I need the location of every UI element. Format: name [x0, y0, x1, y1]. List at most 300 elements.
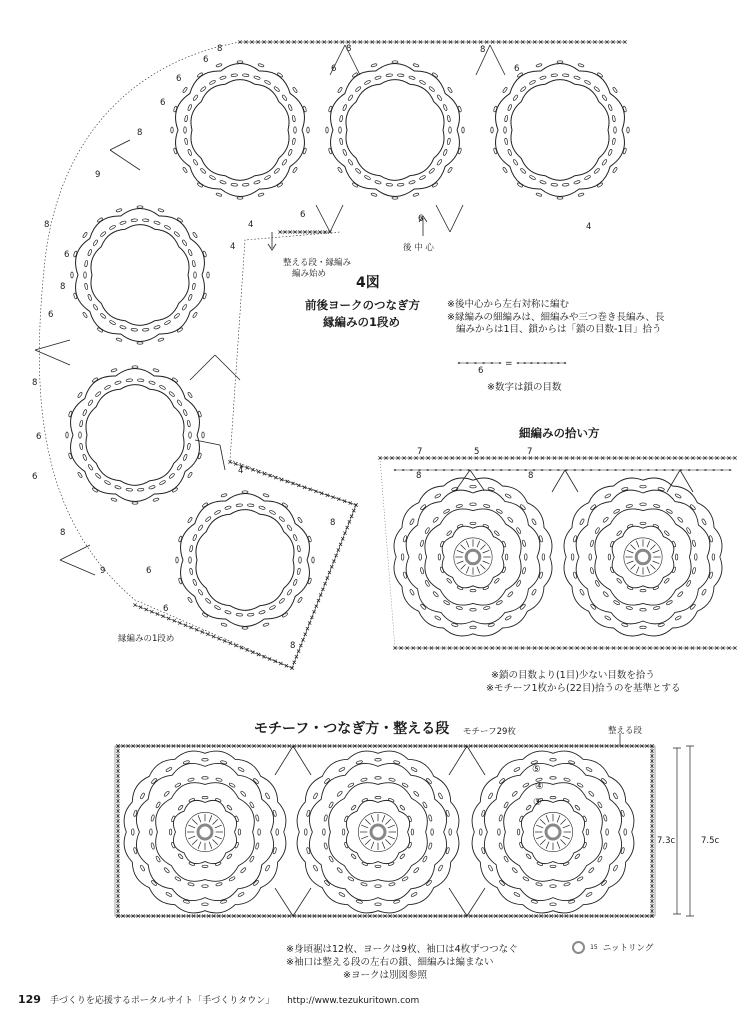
- motif-stitch: [182, 304, 188, 311]
- motif-stitch: [265, 865, 270, 872]
- stitch-tick: [365, 840, 370, 845]
- stitch-tick: [466, 567, 469, 574]
- motif-stitch: [420, 567, 424, 574]
- motif-stitch: [154, 220, 161, 224]
- single-crochet-mark: [286, 480, 289, 483]
- chain-stitch-mark: [688, 469, 691, 471]
- motif-outer-scallop: [496, 64, 625, 197]
- motif-stitch: [184, 115, 188, 122]
- chain-count: 4: [230, 242, 236, 252]
- stitch-tick: [631, 545, 636, 550]
- stitch-tick: [461, 545, 466, 550]
- single-crochet-mark: [301, 638, 304, 641]
- motif-round-2: [173, 800, 236, 863]
- motif-stitch: [440, 567, 445, 573]
- motif-stitch: [104, 480, 111, 485]
- motif-stitch: [221, 623, 227, 627]
- knit-ring-icon: [572, 941, 585, 954]
- treble-stitch: [110, 150, 140, 170]
- motif-stitch: [579, 589, 584, 596]
- motif-stitch: [226, 805, 232, 811]
- chain-stitch-mark: [574, 469, 577, 471]
- stitch-tick: [382, 815, 385, 822]
- stitch-tick: [371, 842, 374, 849]
- stitch-tick: [561, 840, 566, 845]
- motif-stitch: [240, 791, 246, 797]
- dimension-outer: 7.5c: [701, 836, 720, 846]
- motif-stitch: [215, 862, 221, 867]
- motif-round-2: [612, 526, 674, 588]
- motif-stitch: [494, 578, 500, 584]
- motif-inner-ring: [511, 80, 609, 181]
- motif-stitch: [584, 175, 591, 180]
- motif-stitch: [214, 605, 221, 610]
- motif-stitch: [202, 777, 208, 780]
- motif-stitch: [502, 87, 507, 93]
- motif-stitch: [205, 598, 211, 604]
- motif-stitch: [375, 180, 382, 184]
- motif-stitch: [513, 159, 519, 166]
- single-crochet-mark: [308, 621, 311, 624]
- motif-stitch: [447, 115, 451, 122]
- single-crochet-mark: [178, 621, 181, 624]
- motif-stitch: [231, 183, 238, 186]
- motif-stitch: [265, 792, 270, 799]
- motif-stitch: [215, 798, 221, 803]
- motif-stitch: [613, 865, 618, 872]
- yoke-note-1: ※後中心から左右対称に編む: [447, 299, 569, 310]
- single-crochet-mark: [133, 603, 136, 606]
- single-crochet-mark: [251, 651, 254, 654]
- motif-stitch: [187, 149, 192, 156]
- motif-stitch: [434, 615, 441, 620]
- motif-stitch: [550, 759, 556, 762]
- chain-stitch-mark: [557, 469, 560, 471]
- single-crochet-mark: [352, 509, 355, 512]
- motif-outer-scallop: [176, 64, 305, 197]
- motif-stitch: [653, 504, 660, 508]
- motif-stitch: [104, 385, 111, 390]
- motif-stitch: [187, 443, 191, 450]
- stitch-tick: [650, 545, 655, 550]
- motif-stitch: [606, 829, 609, 835]
- single-crochet-mark: [314, 490, 317, 493]
- motif-stitch: [470, 589, 476, 591]
- single-crochet-mark: [263, 472, 266, 475]
- single-crochet-mark: [293, 661, 296, 664]
- treble-stitch: [35, 340, 70, 350]
- motif-stitch: [362, 862, 368, 867]
- motif-stitch: [397, 183, 404, 186]
- motif-stitch: [82, 454, 87, 461]
- motif-stitch: [502, 567, 507, 573]
- chain-stitch-mark: [598, 469, 601, 471]
- motif-stitch: [550, 903, 556, 906]
- motif-stitch: [498, 829, 501, 835]
- motif-stitch: [675, 554, 677, 560]
- motif-stitch: [491, 127, 493, 133]
- single-crochet-mark: [350, 515, 353, 518]
- motif-stitch: [225, 505, 232, 509]
- motif-stitch: [323, 829, 326, 835]
- motif-stitch: [512, 791, 518, 797]
- motif-stitch: [520, 86, 526, 92]
- motif-stitch: [209, 80, 216, 85]
- motif-stitch: [164, 320, 171, 325]
- chain-stitch-mark: [426, 469, 429, 471]
- motif-stitch: [171, 842, 176, 848]
- motif-stitch: [238, 892, 245, 897]
- motif-stitch: [616, 530, 622, 536]
- motif-stitch: [93, 304, 99, 311]
- treble-stitch: [220, 445, 225, 470]
- motif-stitch: [165, 767, 172, 772]
- motif-stitch: [355, 86, 361, 92]
- motif-note-3: ※ヨークは別図参照: [343, 970, 427, 981]
- motif-inner-ring: [86, 385, 184, 486]
- motif-stitch: [540, 180, 547, 184]
- motif-stitch: [428, 815, 432, 822]
- motif-stitch: [389, 882, 396, 886]
- motif-stitch: [419, 80, 426, 85]
- treble-stitch: [190, 355, 215, 380]
- stitch-tick: [188, 825, 195, 828]
- stitch-tick: [388, 836, 395, 839]
- treble-stitch: [449, 888, 467, 916]
- motif-stitch: [214, 510, 221, 515]
- stitch-tick: [483, 561, 490, 564]
- single-crochet-mark: [156, 612, 159, 615]
- motif-stitch: [392, 197, 398, 199]
- single-crochet-mark: [161, 615, 164, 618]
- treble-stitch: [35, 350, 70, 365]
- motif-stitch: [77, 472, 82, 478]
- motif-stitch: [610, 541, 615, 547]
- chain-stitch-mark: [541, 469, 544, 471]
- edge-first-row-label: 縁編みの1段め: [118, 634, 175, 644]
- motif-stitch: [371, 193, 377, 197]
- chain-stitch-mark: [523, 362, 526, 364]
- motif-stitch: [389, 778, 396, 782]
- single-crochet-mark: [212, 635, 215, 638]
- motif-stitch: [137, 379, 144, 382]
- chain-stitch-mark: [582, 469, 585, 471]
- single-crochet-mark: [223, 639, 226, 642]
- motif-stitch: [428, 843, 432, 850]
- motif-stitch: [653, 606, 660, 610]
- chain-stitch-mark: [516, 469, 519, 471]
- stitch-tick: [627, 550, 634, 553]
- legend-note: ※数字は鎖の目数: [487, 382, 562, 393]
- motif-stitch: [324, 843, 328, 850]
- motif-stitch: [401, 554, 404, 560]
- chain-stitch-mark: [402, 469, 405, 471]
- chain-stitch-mark: [712, 469, 715, 471]
- stitch-tick: [536, 836, 543, 839]
- motif-stitch: [437, 94, 443, 101]
- motif-stitch: [355, 168, 361, 174]
- motif-stitch: [116, 338, 122, 342]
- chain-count: 6: [146, 566, 152, 576]
- motif-stitch: [338, 892, 345, 897]
- motif-stitch: [187, 420, 191, 427]
- chain-count: 4: [238, 466, 244, 476]
- motif-stitch: [187, 472, 192, 478]
- knit-ring-icon: [466, 550, 480, 564]
- motif-stitch: [115, 380, 122, 384]
- motif-stitch: [120, 220, 127, 224]
- motif-stitch: [202, 796, 208, 798]
- motif-stitch: [375, 759, 381, 762]
- chain-stitch-mark: [623, 469, 626, 471]
- motif-round-3: [595, 509, 691, 605]
- chain-count: 9: [95, 170, 101, 180]
- motif-stitch: [375, 885, 381, 888]
- motif-stitch: [287, 589, 293, 596]
- motif-stitch: [182, 239, 188, 246]
- treble-stitch: [680, 470, 693, 492]
- motif-stitch: [408, 842, 413, 848]
- motif-stitch: [447, 87, 452, 93]
- stitch-tick: [653, 550, 660, 553]
- motif-stitch: [695, 554, 698, 560]
- motif-stitch: [165, 892, 172, 897]
- motif-stitch: [202, 885, 208, 888]
- motif-stitch: [178, 805, 184, 811]
- motif-stitch: [574, 853, 580, 859]
- motif-stitch: [149, 485, 156, 489]
- stitch-tick: [540, 840, 545, 845]
- motif-stitch: [188, 249, 193, 256]
- motif-stitch: [531, 589, 536, 596]
- motif-stitch: [590, 540, 594, 547]
- chain-stitch-mark: [606, 469, 609, 471]
- chain-stitch-mark: [557, 362, 560, 364]
- stitch-tick: [563, 836, 570, 839]
- figure-number: 4図: [356, 275, 380, 291]
- motif-stitch: [294, 127, 297, 133]
- motif-stitch: [409, 180, 416, 184]
- motif-stitch: [177, 399, 183, 406]
- motif-round-3: [156, 783, 255, 882]
- motif-round-2: [346, 800, 409, 863]
- motif-stitch: [375, 777, 381, 780]
- motif-stitch: [550, 865, 556, 867]
- single-crochet-mark: [341, 537, 344, 540]
- treble-stitch: [275, 888, 293, 916]
- motif-stitch: [87, 294, 92, 301]
- motif-stitch: [202, 865, 208, 867]
- motif-stitch: [513, 767, 520, 772]
- legend-number: 6: [478, 366, 484, 376]
- single-crochet-mark: [229, 642, 232, 645]
- motif-stitch: [488, 792, 493, 799]
- motif-stitch: [507, 517, 513, 523]
- motif-stitch: [608, 554, 610, 560]
- motif-stitch: [189, 798, 195, 803]
- single-crochet-mark: [317, 599, 320, 602]
- motif-stitch: [255, 815, 259, 822]
- motif-stitch: [150, 829, 153, 835]
- stitch-tick: [636, 541, 639, 548]
- motif-stitch: [192, 232, 197, 238]
- pickup-eight: 8: [528, 471, 534, 481]
- motif-stitch: [409, 75, 416, 79]
- chain-stitch-mark: [474, 362, 477, 364]
- motif-stitch: [470, 485, 476, 488]
- motif-stitch: [470, 503, 476, 506]
- yoke-title: 前後ヨークのつなぎ方: [305, 298, 420, 312]
- yoke-note-2: ※縁編みの細編みは、細編みや三つ巻き長編み、長: [447, 312, 665, 323]
- motif-stitch: [171, 127, 173, 133]
- motif-stitch: [189, 568, 193, 575]
- motif-stitch: [171, 816, 176, 822]
- motif-stitch: [413, 193, 419, 197]
- motif-stitch: [571, 554, 574, 560]
- motif-stitch: [88, 464, 94, 471]
- motif-stitch: [563, 862, 569, 867]
- motif-stitch: [274, 86, 280, 92]
- motif-stitch: [66, 432, 68, 438]
- motif-stitch: [590, 567, 594, 574]
- motif-stitch: [608, 149, 613, 156]
- motif-stitch: [238, 767, 245, 772]
- motif-stitch: [536, 193, 542, 197]
- motif-stitch: [255, 843, 259, 850]
- footer-url: http://www.tezukuritown.com: [287, 996, 420, 1006]
- motif-stitch: [604, 493, 611, 498]
- single-crochet-mark: [173, 619, 176, 622]
- stitch-tick: [198, 815, 201, 822]
- stitch-tick: [198, 842, 201, 849]
- chain-count: 6: [64, 250, 70, 260]
- chain-stitch-mark: [672, 469, 675, 471]
- chain-count: 6: [160, 98, 166, 108]
- motif-stitch: [586, 767, 593, 772]
- single-crochet-mark: [201, 630, 204, 633]
- motif-stitch: [456, 606, 463, 610]
- motif-stitch: [397, 74, 404, 77]
- motif-stitch: [189, 432, 192, 438]
- motif-stitch: [131, 328, 138, 331]
- motif-stitch: [375, 903, 381, 906]
- motif-stitch: [200, 168, 206, 174]
- page-number: 129: [18, 993, 41, 1006]
- motif-stitch: [339, 127, 342, 133]
- pickup-note-2: ※モチーフ1枚から(22目)拾うのを基準とする: [486, 683, 681, 694]
- treble-stitch: [467, 746, 485, 775]
- treble-stitch: [215, 355, 240, 380]
- motif-stitch: [488, 865, 493, 872]
- motif-stitch: [348, 159, 354, 166]
- motif-stitch: [526, 805, 532, 811]
- single-crochet-mark: [303, 486, 306, 489]
- motif-stitch: [247, 613, 254, 616]
- motif-stitch: [480, 829, 483, 835]
- motif-stitch: [82, 409, 87, 416]
- single-crochet-mark: [339, 543, 342, 546]
- stitch-tick: [647, 567, 650, 574]
- motif-stitch: [612, 87, 617, 93]
- motif-stitch: [626, 504, 633, 508]
- motif-stitch: [158, 208, 164, 212]
- motif-stitch: [392, 61, 398, 63]
- motif-stitch: [433, 591, 439, 597]
- motif-stitch: [189, 545, 193, 552]
- motif-stitch: [177, 464, 183, 471]
- motif-stitch: [438, 865, 443, 872]
- motif-stitch: [594, 86, 600, 92]
- motif-stitch: [269, 605, 276, 610]
- motif-stitch: [149, 380, 156, 384]
- chain-stitch-mark: [435, 469, 438, 471]
- motif-stitch: [483, 504, 490, 508]
- stitch-tick: [483, 550, 490, 553]
- stitch-tick: [477, 541, 480, 548]
- motif-stitch: [187, 597, 192, 603]
- motif-stitch: [116, 208, 122, 212]
- treble-stitch: [110, 140, 130, 150]
- treble-stitch: [60, 560, 95, 575]
- motif-stitch: [82, 312, 87, 318]
- chain-count: 6: [331, 64, 337, 74]
- motif-stitch: [399, 805, 405, 811]
- motif-round-5: [394, 478, 552, 636]
- motif-stitch: [519, 842, 524, 848]
- motif-stitch: [237, 197, 243, 199]
- treble-stitch: [467, 888, 485, 916]
- motif-stitch: [263, 623, 269, 627]
- chain-count: 8: [480, 45, 486, 55]
- motif-stitch: [207, 272, 209, 278]
- motif-stitch: [279, 516, 285, 522]
- single-crochet-mark: [332, 560, 335, 563]
- treble-stitch: [330, 205, 343, 232]
- motif-note-2: ※袖口は整える段の左右の鎖、細編みは編まない: [286, 957, 494, 968]
- motif-stitch: [178, 853, 184, 859]
- motif-note-1: ※身頃裾は12枚、ヨークは9枚、袖口は4枚ずつつなぐ: [286, 944, 518, 955]
- single-crochet-pickup-diagram: [378, 456, 736, 649]
- chain-stitch-mark: [549, 469, 552, 471]
- motif-stitch: [126, 379, 133, 382]
- single-crochet-mark: [324, 582, 327, 585]
- motif-stitch: [337, 791, 343, 797]
- chain-stitch-mark: [729, 469, 732, 471]
- chain-stitch-mark: [537, 362, 540, 364]
- knit-ring-size: 15: [590, 944, 598, 951]
- chain-stitch-mark: [614, 469, 617, 471]
- motif-stitch: [602, 94, 608, 101]
- motif-stitch: [627, 586, 633, 591]
- motif-stitch: [433, 517, 439, 523]
- motif-stitch: [470, 609, 476, 612]
- stitch-tick: [215, 836, 222, 839]
- motif-stitch: [93, 239, 99, 246]
- motif-stitch: [443, 104, 448, 111]
- motif-stitch: [339, 115, 343, 122]
- motif-stitch: [664, 578, 670, 584]
- motif-stitch: [677, 591, 683, 597]
- motif-stitch: [419, 554, 422, 560]
- yoke-start-label-2: 編み始め: [292, 269, 327, 279]
- pickup-title: 細編みの拾い方: [519, 426, 600, 440]
- motif-stitch: [235, 816, 240, 822]
- motif-stitch: [640, 626, 646, 629]
- stitch-tick: [388, 825, 395, 828]
- motif-stitch: [299, 557, 302, 563]
- stitch-tick: [540, 819, 545, 824]
- motif-stitch: [624, 829, 627, 835]
